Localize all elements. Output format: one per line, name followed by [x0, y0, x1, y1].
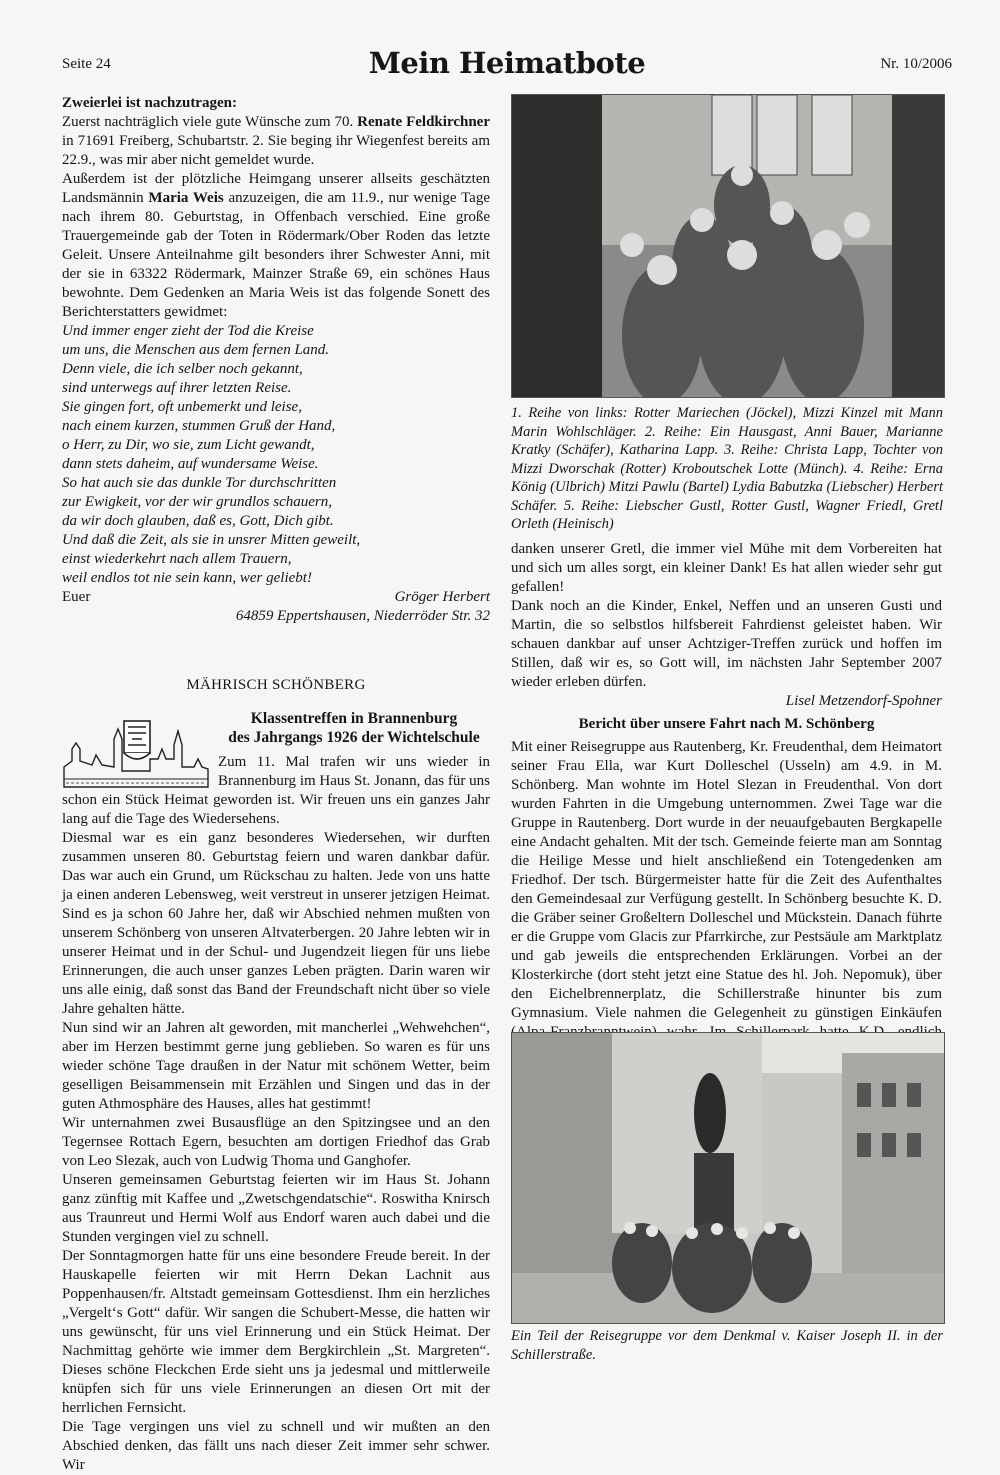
poem-line: Und immer enger zieht der Tod die Kreise	[62, 323, 314, 339]
poem-line: So hat auch sie das dunkle Tor durchschritten	[62, 475, 337, 491]
poem-line: dann stets daheim, auf wundersame Weise.	[62, 456, 319, 472]
author-signature: Lisel Metzendorf-Spohner	[785, 693, 942, 709]
signature-line	[62, 588, 490, 607]
article-heading: Bericht über unsere Fahrt nach M. Schönberg	[578, 716, 875, 732]
text-span: anzuzeigen, die am 11.9., nur wenige Tage nach ihrem 80. Geburtstag, in Offenbach verschied. Eine große Trauergemeinde gab der Toten in Rödermark/Ober Roden das letzte Geleit. Unsere Anteilnahme gilt besonders ihrer Schwester Anni, mit der sie in 63322 Rödermark, Mainzer Straße 69, ein schönes Haus bewohnte. Dem Gedenken an Maria Weis ist das folgende Sonett des Berichterstatters gewidmet:	[62, 190, 491, 320]
section-title: MÄHRISCH SCHÖNBERG	[186, 677, 366, 693]
right-column	[511, 540, 942, 1061]
poem-line: einst wiederkehrt nach allem Trauern,	[62, 551, 292, 567]
poem-line: Denn viele, die ich selber noch gekannt,	[62, 361, 303, 377]
poem-line: zur Ewigkeit, vor der wir grundlos schauern,	[62, 494, 332, 510]
issue-number: Nr. 10/2006	[880, 56, 952, 72]
lead-heading: Zweierlei ist nachzutragen:	[62, 95, 237, 111]
poem-line: Und daß die Zeit, als sie in unsrer Mitten geweilt,	[62, 532, 361, 548]
article-heading-line: Klassentreffen in Brannenburg	[250, 710, 458, 727]
poem-line: weil endlos tot nie sein kann, wer geliebt!	[62, 570, 312, 586]
masthead-title: Mein Heimatbote	[368, 46, 646, 80]
signature-name: Gröger Herbert	[394, 589, 490, 605]
article-paragraph: Wir unternahmen zwei Busausflüge an den Spitzingsee und an den Tegernsee Rottach Egern, besuchten am dortigen Friedhof das Grab von Leo Slezak, auch von Ludwig Thoma und Ganghofer.	[62, 1115, 490, 1169]
person-name: Renate Feldkirchner	[357, 114, 490, 130]
group-photo-illustration	[512, 95, 944, 397]
photo-caption: 1. Reihe von links: Rotter Mariechen (Jöckel), Mizzi Kinzel mit Mann Marin Wohlschläger. 2. Reihe: Ein Hausgast, Anni Bauer, Marianne Kratky (Schäfer), Katharina Lapp. 3. Reihe: Christa Lapp, Tochter von Mizzi Dworschak (Rotter) Kroboutschek Lotte (Münch). 4. Reihe: Erna König (Ulbrich) Mitzi Pawlu (Bartel) Lydia Babutzka (Liebscher) Herbert Schäfer. 5. Reihe: Liebscher Gustl, Rotter Gustl, Wagner Friedl, Gretl Orleth (Heinisch)	[511, 405, 943, 532]
signature-greeting: Euer	[62, 589, 91, 605]
group-photo	[511, 94, 945, 398]
article-heading-line: des Jahrgangs 1926 der Wichtelschule	[228, 729, 480, 746]
street-photo	[511, 1032, 945, 1324]
paragraph-birthday	[62, 113, 490, 170]
left-column	[62, 94, 490, 1475]
poem-line: sind unterwegs auf ihrer letzten Reise.	[62, 380, 292, 396]
article-paragraph: Der Sonntagmorgen hatte für uns eine besondere Freude bereit. In der Hauskapelle feierten wir mit Herrn Dekan Lachnit aus Poppenhausen/fr. Altstadt gemeinsam Gottesdienst. Ihm ein herzliches „Vergelt‘s Gott“ dafür. Wir sangen die Schubert-Messe, die hatten wir uns gewünscht, für uns viel Erinnerung und ein Stück Heimat. Der Nachmittag gehörte wie immer dem Bergkirchlein „St. Margreten“. Dieses schöne Fleckchen Erde sieht uns ja jedesmal und mittlerweile knüpfen sich für uns viele Erinnerungen an diesen Ort mit der herrlichen Fernsicht.	[62, 1248, 490, 1416]
article-paragraph: Diesmal war es ein ganz besonderes Wiedersehen, wir durften zusammen unseren 80. Geburtstag feiern und waren dankbar dafür. Das war auch ein Grund, um Rückschau zu halten. Jede von uns hatte ja einen anderen Lebensweg, weit verstreut in unserer jetzigen Heimat. Sind es ja schon 60 Jahre her, daß wir Abschied nehmen mußten von unserem Schönberg von unseren Altvaterbergen. 20 Jahre lebten wir in unserer Heimat und in der Schul- und Jugendzeit liegen für uns liebe Erinnerungen, die auch unser ganzes Leben prägten. Darin waren wir uns alle einig, daß sonst das Band der Freundschaft nicht über so viele Jahre gehalten hätte.	[62, 830, 490, 1017]
page-header	[62, 46, 952, 86]
photo-caption: Ein Teil der Reisegruppe vor dem Denkmal v. Kaiser Joseph II. in der Schillerstraße.	[511, 1328, 943, 1363]
paragraph-obituary	[62, 170, 490, 322]
article-paragraph: danken unserer Gretl, die immer viel Mühe mit dem Vorbereiten hat und sich um alles sorgt, ein kleiner Dank! Es hat allen wieder sehr gut gefallen!	[511, 541, 942, 595]
page-number: Seite 24	[62, 56, 111, 72]
article-paragraph: Unseren gemeinsamen Geburtstag feierten wir im Haus St. Johann ganz zünftig mit Kaffee und „Zwetschgendatschie“. Roswitha Knirsch aus Traunreut und Hermi Wolf aus Endorf waren auch dabei und die Stunden vergingen viel zu schnell.	[62, 1172, 490, 1245]
text-span: Außerdem ist der plötzliche Heimgang unserer allseits geschätzten Landsmännin	[62, 171, 490, 206]
text-span: in 71691 Freiberg, Schubartstr. 2. Sie beging ihr Wiegenfest bereits am 22.9., was mir aber nicht gemeldet wurde.	[62, 133, 490, 168]
article-paragraph: Die Tage vergingen uns viel zu schnell und wir mußten an den Abschied denken, das fällt uns nach dieser Zeit immer sehr schwer. Wir	[62, 1419, 490, 1473]
person-name: Maria Weis	[148, 190, 224, 206]
poem-line: nach einem kurzen, stummen Gruß der Hand,	[62, 418, 336, 434]
poem-line: Sie gingen fort, oft unbemerkt und leise,	[62, 399, 302, 415]
signature-address: 64859 Eppertshausen, Niederröder Str. 32	[235, 608, 490, 624]
poem-line: o Herr, zu Dir, wo sie, zum Licht gewandt,	[62, 437, 315, 453]
article-paragraph: Mit einer Reisegruppe aus Rautenberg, Kr. Freudenthal, dem Heimatort seiner Frau Ella, war Kurt Dolleschel (Usseln) am 4.9. in M. Schönberg. Man wohnte im Hotel Slezan in Freudenthal. Von dort wurden Fahrten in die Umgebung unternommen. Zwei Tage war die Gruppe in Rautenberg. Dort wurde in der neuaufgebauten Bergkapelle eine Andacht gehalten. Mit der tsch. Gemeinde feierte man am Sonntag die Heilige Messe und hielt anschließend ein Totengedenken am Friedhof. Der tsch. Bürgermeister hatte für die Zeit des Aufenthaltes den Gemeindesaal zur Verfügung gestellt. In Schönberg besuchte K. D. die Gräber seiner Großeltern Dolleschel und Mückstein. Danach führte er die Gruppe vom Glacis zur Pfarrkirche, zur Pestsäule am Marktplatz und gab jeweils die entsprechenden Erklärungen. Vorbei an der Klosterkirche (dort steht jetzt eine Statue des hl. Joh. Nepomuk), über den Eichelbrennerplatz, die Schillerstraße hinunter bis zum Gymnasium. Viele nahmen die Gelegenheit zu günstigen Einkäufen	[511, 739, 942, 1021]
text-span: Zuerst nachträglich viele gute Wünsche zum 70.	[62, 114, 358, 130]
town-skyline-crest-illustration	[62, 709, 210, 791]
article-paragraph: Nun sind wir an Jahren alt geworden, mit mancherlei „Wehwehchen“, aber im Herzen bestimmt gerne jung geblieben. So waren es für uns wieder schöne Tage draußen in der Natur mit schönem Wetter, beim geselligen Beisammensein mit Erzählen und Singen und das in der guten Athmosphäre des Hauses, alles hat gestimmt!	[62, 1020, 490, 1112]
article-paragraph: Zum 11. Mal trafen wir uns wieder in Brannenburg im Haus St. Jonann, das für uns schon ein Stück Heimat geworden ist. Wir freuen uns ein ganzes Jahr lang auf die Tage des Wiedersehens.	[62, 754, 490, 827]
poem-line: um uns, die Menschen aus dem fernen Land.	[62, 342, 330, 358]
sonnet	[62, 322, 490, 588]
article-paragraph: Dank noch an die Kinder, Enkel, Neffen und an unseren Gusti und Martin, die so selbstlos hilfsbereit Fahrdienst geleistet haben. Wir schauen dankbar auf unser Achtziger-Treffen zurück und hoffen im Stillen, daß wir es, so Gott will, im nächsten Jahr September 2007 wieder erleben dürfen.	[511, 598, 942, 690]
street-photo-illustration	[512, 1033, 944, 1323]
poem-line: da wir doch glauben, daß es, Gott, Dich gibt.	[62, 513, 334, 529]
